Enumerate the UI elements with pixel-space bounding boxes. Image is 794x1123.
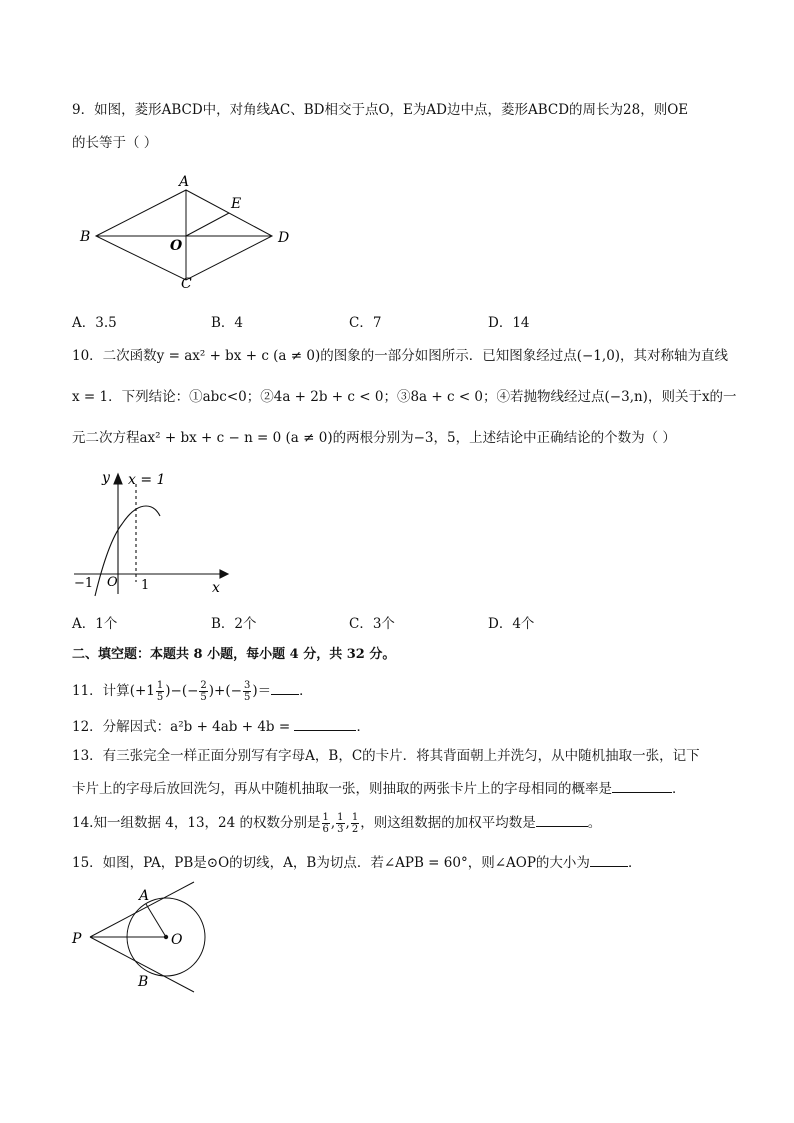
q9-option-a[interactable]: A．3.5 — [72, 315, 117, 331]
q10-stem-line1: 10．二次函数y = ax² + bx + c (a ≠ 0)的图象的一部分如图所示．已知图象经过点(−1,0)，其对称轴为直线 — [72, 348, 729, 364]
q14-stem: 14.知一组数据 4，13，24 的权数分别是 $\frac{1}{6}$ , $\frac{1}{3}$ , $\frac{1}{2}$ ，则这组数据的加权平均数是 。 — [72, 812, 602, 835]
circle-tangent-figure — [66, 880, 216, 995]
label-B: B — [80, 229, 91, 245]
label-A: A — [179, 174, 190, 190]
q14-w3-num: 1 — [351, 812, 359, 823]
q10-stem-line2: x = 1．下列结论：①abc<0；②4a + 2b + c < 0；③8a + c < 0；④若抛物线经过点(−3,n)，则关于x的一 — [72, 389, 737, 405]
q15-stem — [72, 852, 641, 873]
q11-suffix: )＝ — [252, 683, 272, 699]
q14-prefix: 14.知一组数据 4，13，24 的权数分别是 — [72, 815, 321, 831]
q9-option-b[interactable]: B．4 — [211, 315, 244, 331]
q14-suffix: ，则这组数据的加权平均数是 — [360, 815, 536, 831]
label-D: D — [278, 230, 290, 246]
label-x-eq-1: x = 1 — [128, 472, 166, 488]
q10-options — [72, 612, 632, 632]
q13-stem-line1: 13．有三张完全一样正面分别写有字母A，B，C的卡片．将其背面朝上并洗匀，从中随机抽取一张，记下 — [72, 748, 700, 764]
q10-option-a[interactable]: A．1个 — [72, 616, 118, 632]
q13-line2-text: 卡片上的字母后放回洗匀，再从中随机抽取一张，则抽取的两张卡片上的字母相同的概率是 — [72, 781, 612, 797]
q9-option-d[interactable]: D．14 — [488, 315, 530, 331]
label-neg-one: −1 — [74, 576, 94, 591]
q10-option-c[interactable]: C．3个 — [349, 616, 395, 632]
q15-end: ． — [627, 855, 642, 871]
q14-w2-num: 1 — [337, 812, 344, 823]
q13-answer-blank[interactable] — [612, 778, 672, 793]
q14-w1-den: 6 — [322, 824, 329, 835]
label-y: y — [102, 470, 110, 486]
q10-option-b[interactable]: B．2个 — [211, 616, 257, 632]
q14-end: 。 — [587, 815, 602, 831]
q9-option-c[interactable]: C．7 — [349, 315, 382, 331]
q14-w1-num: 1 — [322, 812, 329, 823]
q10-option-d[interactable]: D．4个 — [488, 616, 535, 632]
q11-mid2: )+(− — [208, 683, 242, 699]
q11-frac3 — [243, 680, 251, 703]
q14-w3 — [351, 812, 359, 835]
q11-term1: (+1 — [129, 683, 155, 699]
label-origin: O — [107, 575, 118, 590]
q14-w1 — [322, 812, 330, 835]
q11-frac2-den: 5 — [200, 692, 207, 703]
q11-frac1 — [156, 680, 164, 703]
q11-frac2 — [199, 680, 207, 703]
label-E: E — [231, 196, 242, 212]
q12-answer-blank[interactable] — [294, 716, 356, 731]
q9-stem-line1: 9．如图，菱形ABCD中，对角线AC、BD相交于点O，E为AD边中点，菱形ABCD的周长为28，则OE — [72, 102, 689, 118]
q11-frac1-den: 5 — [156, 692, 164, 703]
q14-w2-den: 3 — [337, 824, 344, 835]
q14-w2 — [336, 812, 344, 835]
label-one: 1 — [141, 578, 150, 593]
q14-w3-den: 2 — [351, 824, 359, 835]
q11-frac1-num: 1 — [156, 680, 164, 691]
q9-stem-line2: 的长等于（ ） — [72, 135, 158, 151]
label-x: x — [212, 580, 220, 596]
q12-end: ． — [356, 719, 370, 735]
label-B-circle: B — [138, 974, 149, 990]
label-O-circle: O — [171, 932, 183, 948]
q12-stem — [72, 716, 370, 737]
q11-frac3-den: 5 — [243, 692, 251, 703]
q10-stem-line3: 元二次方程ax² + bx + c − n = 0 (a ≠ 0)的两根分别为−3，5，上述结论中正确结论的个数为（ ） — [72, 430, 676, 446]
label-A-circle: A — [139, 888, 150, 904]
q15-text: 15．如图，PA，PB是⊙O的切线，A，B为切点．若∠APB = 60°，则∠AOP的大小为 — [72, 855, 590, 871]
label-C: C — [181, 276, 192, 292]
q12-text: 12．分解因式：a²b + 4ab + 4b = — [72, 719, 291, 735]
q13-end: ． — [672, 781, 686, 797]
q11-prefix: 11．计算 — [72, 683, 130, 699]
q11-frac2-num: 2 — [200, 680, 207, 691]
q11-stem — [72, 678, 313, 704]
label-P: P — [72, 931, 82, 947]
q11-end: ． — [299, 683, 313, 699]
label-O: O — [170, 238, 183, 254]
q13-stem-line2 — [72, 778, 686, 799]
rhombus-figure — [76, 170, 306, 295]
section-heading: 二、填空题：本题共 8 小题，每小题 4 分，共 32 分。 — [72, 647, 396, 662]
q11-frac3-num: 3 — [243, 680, 251, 691]
q15-answer-blank[interactable] — [590, 852, 628, 867]
q14-answer-blank[interactable] — [536, 812, 588, 827]
parabola-figure — [70, 462, 230, 602]
q11-answer-blank[interactable] — [271, 680, 299, 695]
q11-mid1: )−(− — [165, 683, 199, 699]
q9-options — [72, 311, 632, 331]
